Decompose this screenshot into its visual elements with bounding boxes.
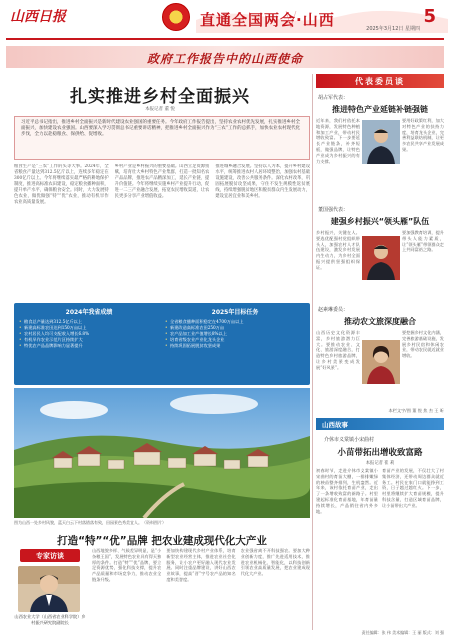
achievement-item: • 粮食总产量达到312.5亿斤以上 — [18, 319, 160, 325]
story-kicker: 介休市义棠镇小宋曲村 — [324, 437, 375, 443]
expert-body-column: 农业强省离不开科技强农。要加大种业创新力度，推广先进适用技术，推进农业机械化、智能化，以科技创新引领农业高质量发展，把农业建成现代化大产业。 — [240, 548, 310, 577]
reps-banner-text: 代表委员谈 — [355, 77, 405, 86]
rep-headline: 推动农文旅深度融合 — [344, 317, 416, 326]
rep-body: 要挖掘乡村文化内涵，完善旅游基础设施，发展乡村民宿和休闲农业，带动农民就近就业增收。 — [402, 330, 444, 359]
main-headline: 扎实推进乡村全面振兴 — [70, 87, 250, 107]
right-column — [316, 74, 444, 634]
achievements-panel — [18, 307, 160, 381]
target-item: • 持续巩固拓展脱贫攻坚成果 — [164, 343, 306, 349]
story-headline: 小苗带拓出增收致富路 — [337, 448, 423, 458]
page-footer-credits: 责任编辑：张 伟 美术编辑：王 丽 版式：刘 强 — [361, 630, 444, 635]
rep-body: 近年来，我们村依托本地资源，发展特色种植和加工产业，带动村民增收致富。下一步要延长产业链条，补齐短板，做强品牌，让特色产业成为乡村振兴的有力支撑。 — [316, 118, 360, 164]
lead-paragraph-box — [14, 116, 310, 160]
rep-name: 胡占军代表： — [318, 95, 349, 101]
rep-name: 赵素琳委员： — [318, 307, 349, 313]
rep-name: 董国强代表： — [318, 207, 349, 213]
expert-body — [92, 548, 310, 630]
rep-body: 要用好政策红利，加大对特色产业的扶持力度，培育龙头企业，完善利益联结机制，让更多农民共享产业发展成果。 — [402, 118, 444, 152]
main-body-column: 推进城乡融合发展。坚持以人为本，提升乡村建设水平，统筹推进农村人居环境整治，加强农村基础设施建设，改善公共服务条件。深化农村改革，巩固拓展脱贫攻坚成果，守住不发生规模性返贫底线，持续增强脱贫地区和脱贫群众内生发展动力，建设宜居宜业和美乡村。 — [215, 164, 311, 199]
target-item: • 培育省级农业产业化龙头企业 — [164, 337, 306, 343]
achievement-item: • 特优农产品品牌影响力显著提升 — [18, 343, 160, 349]
target-item: • 新建改造高标准农田250万亩 — [164, 325, 306, 331]
rep-body: 乡村振兴，关键在人。要选优配强村党组织带头人，加强农村人才队伍建设，激发乡村发展内生动力，为乡村全面振兴提供坚强组织保证。 — [316, 230, 360, 270]
expert-portrait-photo — [18, 566, 80, 612]
page-section-title: 直通全国两会·山西 — [200, 11, 335, 29]
main-body — [14, 164, 310, 300]
story-byline: 本报记者 崔 莉 — [365, 461, 395, 466]
story-body — [316, 468, 444, 640]
expert-tag-label: 专家访谈 — [36, 552, 64, 560]
expert-caption: 山西农业大学（山西省农业科学院）乡村振兴研究院副院长 — [14, 614, 86, 625]
expert-body-column: 山西地貌多样、气候差异明显，是“小杂粮王国”，发展特色农业具有得天独厚的条件。打造“特”“优”品牌，要立足资源优势，强化科技支撑，提升农产品质量和市场竞争力，推动农业全链条升级。 — [92, 548, 162, 582]
secondary-headline: 打造“特”“优”品牌 把农业建成现代化大产业 — [57, 535, 267, 547]
column-divider — [312, 74, 313, 630]
target-item: • 农产品加工业产值增长8%以上 — [164, 331, 306, 337]
section-banner-text: 政府工作报告中的山西使命 — [146, 52, 303, 66]
target-item: • 全省粮食播种面积稳定在4700万亩以上 — [164, 319, 306, 325]
national-emblem-icon — [162, 3, 190, 31]
main-body-column: 乡村产业是乡村振兴的重要基础。山西立足资源禀赋，培育壮大乡村特色产业集群，打造一批知名农产品品牌，推进农产品精深加工，延长产业链、提升价值链。今年将继续实施乡村产业提升行动，促进一二三产业融合发展，拓宽农民增收渠道，让农民更多分享产业增值收益。 — [114, 164, 210, 199]
masthead — [0, 0, 450, 46]
issue-date: 2025年3月12日 星期四 — [366, 26, 420, 32]
rep-body: 要加强教育培训，提升带头人能力素质，让“领头雁”带领群众走上共同富裕之路。 — [402, 230, 444, 253]
reps-byline: 本栏文字/图 董 悦 焦 杰 王 昕 — [388, 408, 444, 413]
story-banner — [316, 418, 444, 430]
rep-portrait-photo — [362, 120, 400, 164]
targets-panel — [164, 307, 306, 381]
achievements-heading: 2024年我省成绩 — [65, 309, 113, 316]
photo-caption: 图为山西一处乡村风貌，蓝天白云下村落错落有致，田园景色秀美宜人。（资料图片） — [14, 520, 166, 525]
lead-paragraph: 习近平总书记指出，推进乡村全面振兴是新时代建设农业强国的重要任务。今年政府工作报告提出，坚持农业农村优先发展，扎实推进乡村全面振兴，加快建设农业强国。山西要深入学习贯彻总书记重要讲话精神，把推进乡村全面振兴作为“三农”工作的总抓手，加快农业农村现代化步伐，全力以赴稳粮食、保供给、促增收。 — [21, 120, 301, 138]
rep-body: 山西历史文化资源丰富，乡村旅游潜力巨大。要推动农业、文化、旅游深度融合，打造特色乡村旅游品牌，让乡村美景变成发展“好风景”。 — [316, 330, 360, 370]
village-landscape-photo — [14, 388, 310, 518]
rep-portrait-photo — [362, 340, 400, 384]
stats-info-box — [14, 303, 310, 385]
rep-headline: 建强乡村振兴“领头雁”队伍 — [330, 217, 430, 226]
newspaper-logo: 山西日报 — [10, 9, 66, 25]
achievement-item: • 新建高标准农田达到150万亩以上 — [18, 325, 160, 331]
header-rule — [6, 38, 444, 40]
page-number: 5 — [423, 6, 436, 27]
targets-heading: 2025年目标任务 — [211, 309, 259, 316]
reps-banner — [316, 74, 444, 88]
rep-headline: 推进特色产业延链补链强链 — [332, 105, 428, 114]
section-banner — [6, 46, 444, 68]
main-body-column: 粮食生产是“三农”工作的头等大事。2024年，全省粮食产量达到312.5亿斤以上，连续多年稳定在300亿斤以上。今年将继续落实最严格的耕地保护制度，推进高标准农田建设，稳定粮食播种面积，提升单产水平，确保粮食安全。同时，大力发展特色农业，做优做强“特”“优”农业，推动有机旱作农业高质量发展。 — [14, 164, 109, 205]
main-byline: 本报记者 董 悦 — [145, 107, 175, 112]
story-body-column: 初春时节，走进介休市义棠镇小宋曲村的育苗大棚，一排排嫩绿的秧苗整齐排列，生机盎然。近年来，该村依托育苗产业，走出了一条增收致富的新路子。村里建起标准化育苗基地，年育苗量持续增长，产品销往省内外多地。 — [316, 468, 378, 514]
achievement-item: • 有机旱作农业示范片区持续扩大 — [18, 337, 160, 343]
expert-interview-tag — [20, 549, 80, 562]
expert-body-column: 要加快构建现代乡村产业体系，培育新型农业经营主体，推进农业社会化服务，让小农户更好融入现代农业发展。同时注重品牌建设，讲好山西农业故事，提高“晋”字号农产品的知名度和美誉度。 — [166, 548, 236, 582]
story-banner-text: 山西故事 — [322, 421, 348, 429]
story-body-column: 育苗产业的发展，不仅壮大了村集体经济，还带动周边群众就近务工。村民在家门口就能挣到工资，日子越过越红火。下一步，村里将继续扩大育苗规模，提升科技含量，打造区域育苗品牌，让小苗带出大产业。 — [382, 468, 444, 508]
rep-portrait-photo — [362, 236, 400, 280]
achievement-item: • 农村居民人均可支配收入增长6.8% — [18, 331, 160, 337]
